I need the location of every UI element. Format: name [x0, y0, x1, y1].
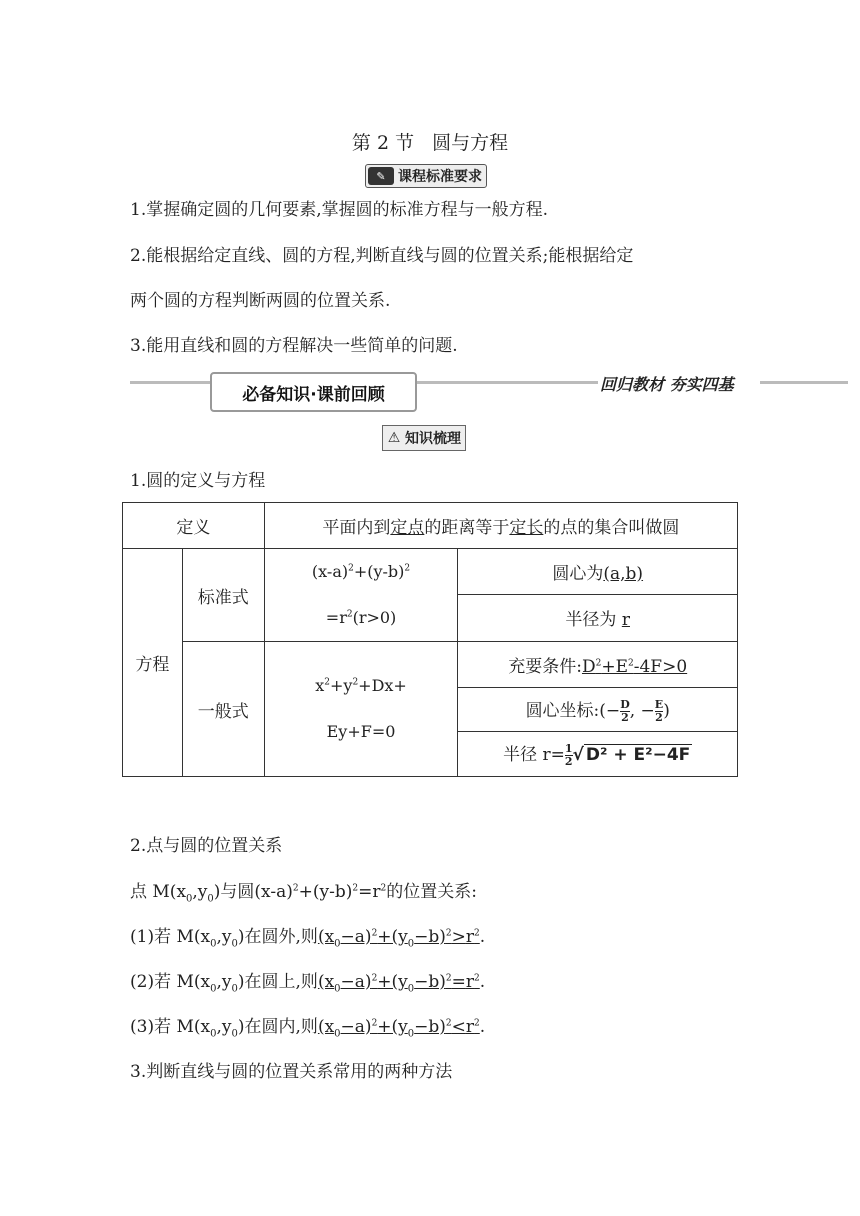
case-3-answer: $(x_0-a)^2+(y_0-b)^2<r^2$ [317, 1017, 480, 1040]
intro-b: ,y [192, 882, 208, 902]
def-fixed-point: 定点 [390, 518, 425, 538]
def-text-pre: 平面内到 [322, 518, 391, 538]
requirement-2: 2.能根据给定直线、圆的方程,判断直线与圆的位置关系;能根据给定 [130, 246, 634, 266]
def-text-mid: 的距离等于 [424, 518, 510, 538]
gen-equation: $x^2+y^2+Dx+$ Ey+F=0 [264, 642, 458, 777]
def-label: 定义 [123, 503, 265, 549]
def-text-post: 的点的集合叫做圆 [543, 518, 680, 538]
std-center-value: (a,b) [603, 563, 644, 584]
section-number: 第 2 节 [351, 132, 415, 154]
intro-a: 点 M(x [130, 882, 187, 902]
std-center-label: 圆心为 [552, 563, 604, 584]
requirement-1: 1.掌握确定圆的几何要素,掌握圆的标准方程与一般方程. [130, 200, 549, 220]
std-center [458, 549, 738, 595]
case-2-answer: $(x_0-a)^2+(y_0-b)^2=r^2$ [317, 972, 480, 995]
gen-condition [458, 642, 738, 688]
def-text [264, 503, 737, 549]
gen-label: 一般式 [182, 642, 264, 777]
ruler-icon: ✎ [368, 167, 394, 185]
case-1-op: > [451, 927, 466, 947]
heading-circle-definition: 1.圆的定义与方程 [130, 471, 266, 491]
case-3-mid: 在圆内,则 [244, 1017, 318, 1037]
case-3-pre: (3)若 M(x [130, 1017, 211, 1037]
cond-c: -4F>0 [633, 657, 688, 677]
std-radius-label: 半径为 [565, 610, 617, 631]
gen-center-label: 圆心坐标: [525, 700, 600, 721]
cond-a: D [581, 657, 596, 677]
gen-condition-value: $D^2+E^2-4F>0$ [581, 657, 688, 677]
gen-radius [458, 732, 738, 777]
intro-f: 的位置关系: [386, 882, 477, 902]
banner-divider-right [760, 381, 848, 384]
case-2-op: = [451, 972, 466, 992]
knowledge-badge [382, 425, 466, 451]
case-inside: (3)若 $M(x_0,y_0)$在圆内,则$(x_0-a)^2+(y_0-b)^2<r^2$. [130, 1017, 486, 1040]
case-2-mid: 在圆上,则 [244, 972, 318, 992]
gen-center: 圆心坐标:(− $\frac{D}{2}$ , − $\frac{E}{2}$ ) [458, 688, 738, 732]
case-2-pre: (2)若 M(x [130, 972, 211, 992]
intro-c: )与圆(x-a) [213, 882, 293, 902]
case-3-op: < [451, 1017, 466, 1037]
banner-title: 必备知识·课前回顾 [210, 372, 417, 412]
intro-d: +(y-b) [298, 882, 353, 902]
case-outside: (1)若 $M(x_0,y_0)$在圆外,则$(x_0-a)^2+(y_0-b)^2>r^2$. [130, 927, 486, 950]
frac-d-half: $\frac{D}{2}$ [620, 697, 630, 724]
std-eq-b: +(y-b) [353, 562, 405, 581]
std-eq-c: =r [325, 608, 347, 627]
def-fixed-length: 定长 [509, 518, 544, 538]
gen-condition-label: 充要条件: [508, 657, 582, 677]
banner-divider-mid [413, 381, 598, 384]
gen-eq-a: x [315, 676, 325, 695]
circle-definition-table [122, 502, 738, 777]
compass-icon: ⚠ [387, 430, 401, 446]
curriculum-badge [365, 164, 487, 188]
section-name: 圆与方程 [432, 132, 509, 154]
gen-eq-b: +y [329, 676, 353, 695]
std-radius-value: r [621, 610, 630, 631]
gen-radius-label: 半径 r= [503, 745, 565, 765]
case-1-pre: (1)若 M(x [130, 927, 211, 947]
frac-e-half: $\frac{E}{2}$ [654, 697, 664, 724]
banner-divider-left [130, 381, 212, 384]
std-equation: $(x-a)^2+(y-b)^2$ $=r^2(r>0)$ [264, 549, 458, 642]
std-radius [458, 594, 738, 641]
gen-eq-d: Ey+F=0 [326, 722, 396, 741]
heading-line-circle: 3.判断直线与圆的位置关系常用的两种方法 [130, 1062, 453, 1082]
case-1-mid: 在圆外,则 [244, 927, 318, 947]
point-circle-intro: 点 $M(x_0,y_0)$与圆$(x-a)^2+(y-b)^2=r^2$的位置关系: [130, 882, 477, 905]
requirement-3: 3.能用直线和圆的方程解决一些简单的问题. [130, 336, 458, 356]
section-title [0, 128, 860, 155]
case-on: (2)若 $M(x_0,y_0)$在圆上,则$(x_0-a)^2+(y_0-b)^2=r^2$. [130, 972, 486, 995]
knowledge-badge-label: 知识梳理 [405, 431, 461, 447]
requirement-2-cont: 两个圆的方程判断两圆的位置关系. [130, 291, 391, 311]
radius-sqrt: √ D² + E²−4F [572, 745, 691, 765]
badge-label: 课程标准要求 [398, 169, 482, 185]
heading-point-circle: 2.点与圆的位置关系 [130, 836, 283, 856]
gen-eq-c: +Dx+ [358, 676, 407, 695]
frac-one-half: $\frac{1}{2}$ [564, 742, 573, 768]
std-eq-a: (x-a) [311, 562, 349, 581]
std-eq-d: (r>0) [352, 608, 397, 627]
cond-b: +E [601, 657, 628, 677]
std-label: 标准式 [182, 549, 264, 642]
case-1-answer: $(x_0-a)^2+(y_0-b)^2>r^2$ [317, 927, 480, 950]
intro-e: =r [358, 882, 381, 902]
eq-label: 方程 [123, 549, 183, 777]
banner-slogan: 回归教材 夯实四基 [600, 375, 734, 394]
